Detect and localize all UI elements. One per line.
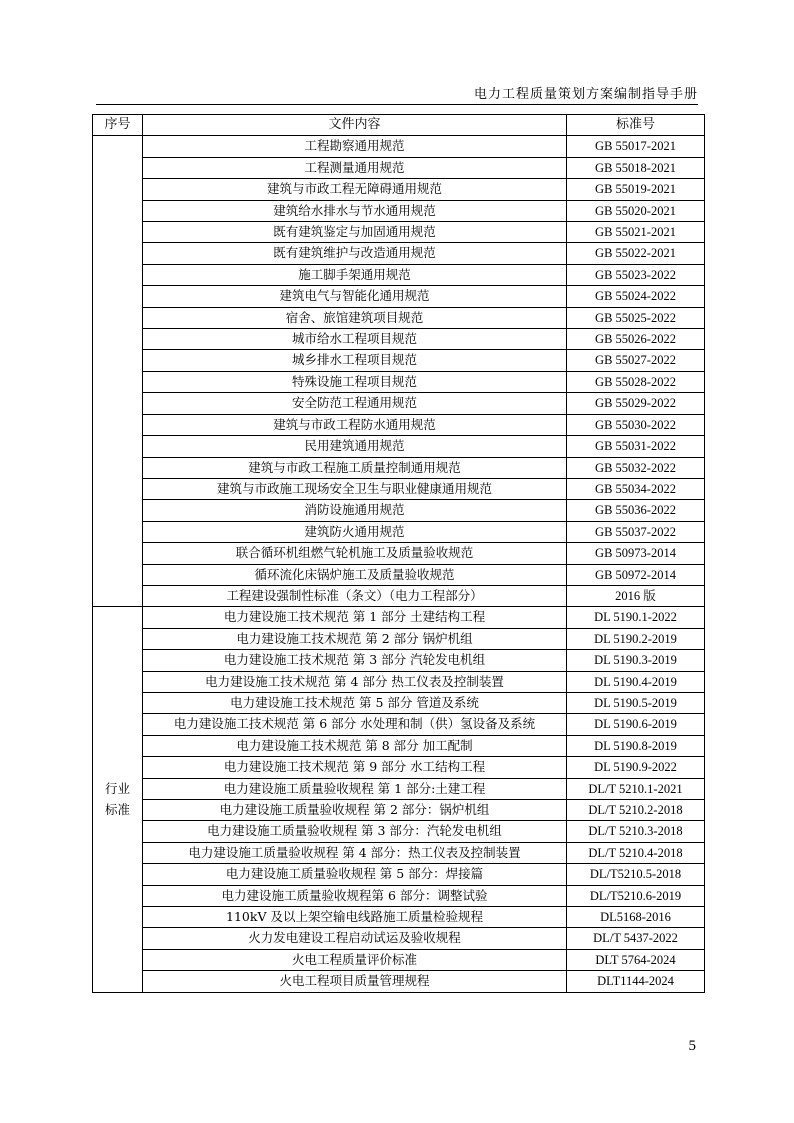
document-content-cell: 建筑与市政工程防水通用规范 <box>143 414 567 435</box>
group-label-cell: 行业 标准 <box>93 607 143 992</box>
standard-number-cell: GB 55017-2021 <box>567 136 705 157</box>
standard-number-cell: GB 55021-2021 <box>567 222 705 243</box>
standard-number-cell: GB 50972-2014 <box>567 564 705 585</box>
standard-number-cell: DLT 5764-2024 <box>567 949 705 970</box>
document-content-cell: 工程测量通用规范 <box>143 157 567 178</box>
document-content-cell: 建筑与市政工程施工质量控制通用规范 <box>143 457 567 478</box>
document-content-cell: 电力建设施工技术规范 第 8 部分 加工配制 <box>143 735 567 756</box>
table-row <box>93 628 705 649</box>
table-row <box>93 971 705 992</box>
header-rule <box>96 104 698 105</box>
document-content-cell: 建筑与市政工程无障碍通用规范 <box>143 179 567 200</box>
table-body <box>93 136 705 992</box>
standard-number-cell: DL 5190.5-2019 <box>567 692 705 713</box>
page-number: 5 <box>688 1038 696 1054</box>
standard-number-cell: GB 55036-2022 <box>567 500 705 521</box>
table-row <box>93 864 705 885</box>
standard-number-cell: 2016 版 <box>567 585 705 606</box>
standard-number-cell: GB 55037-2022 <box>567 521 705 542</box>
document-content-cell: 电力建设施工质量验收规程 第 3 部分：汽轮发电机组 <box>143 821 567 842</box>
table-row <box>93 393 705 414</box>
table-row <box>93 179 705 200</box>
document-content-cell: 电力建设施工技术规范 第 4 部分 热工仪表及控制装置 <box>143 671 567 692</box>
document-content-cell: 建筑给水排水与节水通用规范 <box>143 200 567 221</box>
table-row <box>93 222 705 243</box>
standard-number-cell: DL/T 5210.1-2021 <box>567 778 705 799</box>
document-content-cell: 施工脚手架通用规范 <box>143 264 567 285</box>
table-row <box>93 543 705 564</box>
table-row <box>93 757 705 778</box>
standard-number-cell: GB 55026-2022 <box>567 329 705 350</box>
standard-number-cell: DL/T5210.6-2019 <box>567 885 705 906</box>
document-content-cell: 宿舍、旅馆建筑项目规范 <box>143 307 567 328</box>
standard-number-cell: DLT1144-2024 <box>567 971 705 992</box>
column-header-content: 文件内容 <box>143 115 567 136</box>
standard-number-cell: GB 55034-2022 <box>567 478 705 499</box>
document-content-cell: 建筑防火通用规范 <box>143 521 567 542</box>
standard-number-cell: GB 55018-2021 <box>567 157 705 178</box>
standard-number-cell: DL 5190.4-2019 <box>567 671 705 692</box>
table-row <box>93 243 705 264</box>
document-content-cell: 既有建筑鉴定与加固通用规范 <box>143 222 567 243</box>
table-row <box>93 585 705 606</box>
table-row <box>93 521 705 542</box>
table-row <box>93 842 705 863</box>
table-row <box>93 735 705 756</box>
document-content-cell: 电力建设施工质量验收规程第 6 部分：调整试验 <box>143 885 567 906</box>
standard-number-cell: DL/T 5210.3-2018 <box>567 821 705 842</box>
document-content-cell: 既有建筑维护与改造通用规范 <box>143 243 567 264</box>
table-row <box>93 607 705 628</box>
table-row <box>93 200 705 221</box>
document-content-cell: 电力建设施工质量验收规程 第 4 部分：热工仪表及控制装置 <box>143 842 567 863</box>
column-header-no: 序号 <box>93 115 143 136</box>
document-content-cell: 电力建设施工质量验收规程 第 1 部分:土建工程 <box>143 778 567 799</box>
document-content-cell: 特殊设施工程项目规范 <box>143 371 567 392</box>
standard-number-cell: DL/T 5437-2022 <box>567 928 705 949</box>
table-row <box>93 692 705 713</box>
document-content-cell: 循环流化床锅炉施工及质量验收规范 <box>143 564 567 585</box>
document-content-cell: 电力建设施工质量验收规程 第 5 部分：焊接篇 <box>143 864 567 885</box>
standard-number-cell: GB 55031-2022 <box>567 436 705 457</box>
document-content-cell: 城市给水工程项目规范 <box>143 329 567 350</box>
standard-number-cell: GB 55025-2022 <box>567 307 705 328</box>
standard-number-cell: DL/T 5210.2-2018 <box>567 800 705 821</box>
table-row <box>93 457 705 478</box>
table-row <box>93 671 705 692</box>
document-content-cell: 火电工程质量评价标准 <box>143 949 567 970</box>
standard-number-cell: GB 55028-2022 <box>567 371 705 392</box>
table-row <box>93 821 705 842</box>
table-row <box>93 157 705 178</box>
table-row <box>93 714 705 735</box>
document-content-cell: 电力建设施工技术规范 第 9 部分 水工结构工程 <box>143 757 567 778</box>
table-row <box>93 436 705 457</box>
standard-number-cell: DL 5190.1-2022 <box>567 607 705 628</box>
document-content-cell: 城乡排水工程项目规范 <box>143 350 567 371</box>
document-content-cell: 联合循环机组燃气轮机施工及质量验收规范 <box>143 543 567 564</box>
standard-number-cell: GB 55029-2022 <box>567 393 705 414</box>
standard-number-cell: DL 5190.6-2019 <box>567 714 705 735</box>
column-header-standard-no: 标准号 <box>567 115 705 136</box>
group-label-cell <box>93 136 143 607</box>
table-row <box>93 885 705 906</box>
standard-number-cell: GB 55030-2022 <box>567 414 705 435</box>
document-content-cell: 电力建设施工技术规范 第 2 部分 锅炉机组 <box>143 628 567 649</box>
document-content-cell: 110kV 及以上架空输电线路施工质量检验规程 <box>143 907 567 928</box>
document-content-cell: 建筑电气与智能化通用规范 <box>143 286 567 307</box>
standard-number-cell: GB 55024-2022 <box>567 286 705 307</box>
table-row <box>93 478 705 499</box>
standard-number-cell: GB 55019-2021 <box>567 179 705 200</box>
standard-number-cell: GB 55023-2022 <box>567 264 705 285</box>
document-content-cell: 工程勘察通用规范 <box>143 136 567 157</box>
standard-number-cell: DL 5190.9-2022 <box>567 757 705 778</box>
standard-number-cell: GB 55022-2021 <box>567 243 705 264</box>
standard-number-cell: DL 5190.8-2019 <box>567 735 705 756</box>
standards-table <box>92 114 705 993</box>
document-content-cell: 电力建设施工技术规范 第 6 部分 水处理和制（供）氢设备及系统 <box>143 714 567 735</box>
table-header-row <box>93 115 705 136</box>
document-content-cell: 电力建设施工技术规范 第 5 部分 管道及系统 <box>143 692 567 713</box>
table-row <box>93 778 705 799</box>
standard-number-cell: DL 5190.3-2019 <box>567 650 705 671</box>
table-row <box>93 928 705 949</box>
table-row <box>93 329 705 350</box>
document-content-cell: 电力建设施工质量验收规程 第 2 部分：锅炉机组 <box>143 800 567 821</box>
running-header-title: 电力工程质量策划方案编制指导手册 <box>473 87 698 102</box>
table-row <box>93 500 705 521</box>
document-content-cell: 消防设施通用规范 <box>143 500 567 521</box>
standard-number-cell: GB 55020-2021 <box>567 200 705 221</box>
table-row <box>93 136 705 157</box>
document-content-cell: 电力建设施工技术规范 第 1 部分 土建结构工程 <box>143 607 567 628</box>
standard-number-cell: DL5168-2016 <box>567 907 705 928</box>
table-row <box>93 564 705 585</box>
standard-number-cell: DL/T 5210.4-2018 <box>567 842 705 863</box>
document-content-cell: 建筑与市政施工现场安全卫生与职业健康通用规范 <box>143 478 567 499</box>
table-row <box>93 371 705 392</box>
document-content-cell: 工程建设强制性标准（条文）（电力工程部分） <box>143 585 567 606</box>
document-content-cell: 电力建设施工技术规范 第 3 部分 汽轮发电机组 <box>143 650 567 671</box>
table-row <box>93 264 705 285</box>
document-content-cell: 火力发电建设工程启动试运及验收规程 <box>143 928 567 949</box>
document-content-cell: 民用建筑通用规范 <box>143 436 567 457</box>
table-row <box>93 800 705 821</box>
table-row <box>93 350 705 371</box>
standard-number-cell: GB 55027-2022 <box>567 350 705 371</box>
table-row <box>93 307 705 328</box>
table-row <box>93 414 705 435</box>
standard-number-cell: GB 55032-2022 <box>567 457 705 478</box>
document-content-cell: 火电工程项目质量管理规程 <box>143 971 567 992</box>
standard-number-cell: GB 50973-2014 <box>567 543 705 564</box>
table-row <box>93 650 705 671</box>
document-content-cell: 安全防范工程通用规范 <box>143 393 567 414</box>
standard-number-cell: DL 5190.2-2019 <box>567 628 705 649</box>
standard-number-cell: DL/T5210.5-2018 <box>567 864 705 885</box>
table-row <box>93 907 705 928</box>
table-row <box>93 286 705 307</box>
table-row <box>93 949 705 970</box>
